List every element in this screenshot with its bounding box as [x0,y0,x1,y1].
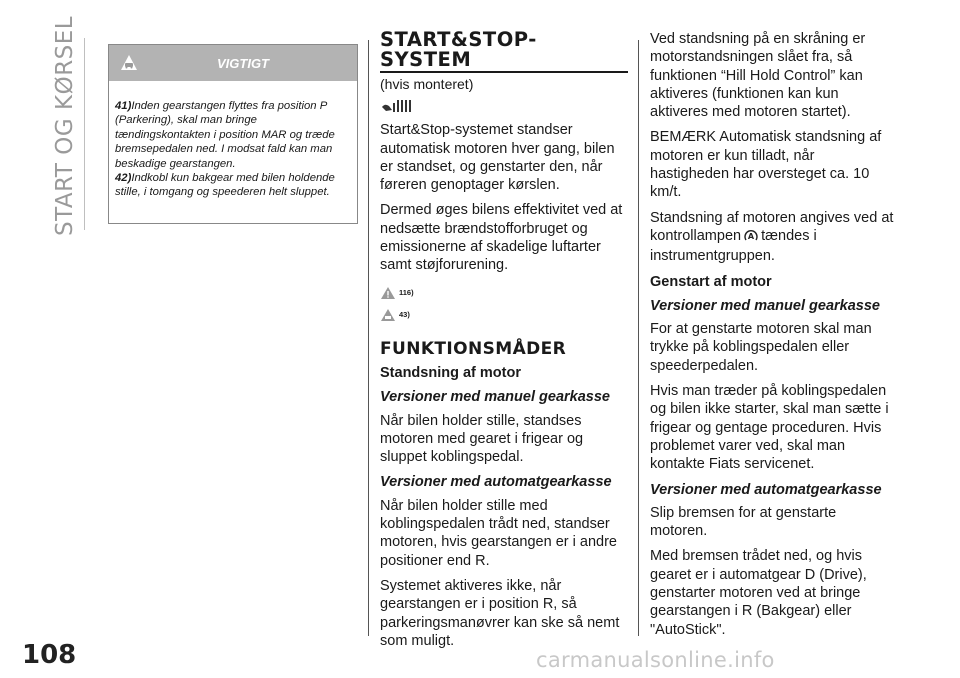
warning-box [108,44,358,224]
page-number: 108 [22,640,77,670]
section-heading: FUNKTIONSMÅDER [380,338,567,359]
svg-text:A: A [747,231,755,241]
paragraph: Når bilen holder stille, standses motoren med gearet i frigear og sluppet koblingspedal. [380,412,584,466]
section-title: START OG KØRSEL [52,15,78,236]
subheading: Versioner med automatgearkasse [380,474,612,491]
warning-reference: 43) [380,304,628,326]
subheading: Versioner med manuel gearkasse [380,389,610,406]
paragraph: Ved standsning på en skråning er motorstandsningen slået fra, så funktionen “Hill Hold Control” kan aktiveres (funktionen kan kun aktiveres med motoren startet). [650,31,866,121]
column-left [380,30,628,657]
car-warning-icon [380,308,396,322]
warning-title: VIGTIGT [217,56,269,71]
paragraph: For at genstarte motoren skal man trykke på koblingspedalen eller speederpedalen. [650,321,872,374]
sidebar-divider [84,38,85,230]
subheading: Genstart af motor [650,273,772,290]
page-title-line1: START&STOP- [380,28,537,51]
watermark: carmanualsonline.info [536,648,775,672]
subheading: Standsning af motor [380,364,521,381]
warning-note: 42)Indkobl kun bakgear med bilen holdende stille, i tomgang og speederen helt sluppet. [115,172,335,199]
subtitle: (hvis monteret) [380,76,474,92]
paragraph: Start&Stop-systemet standser automatisk motoren hver gang, bilen er standset, og genstarter den, når føreren genoptager kørslen. [380,122,615,194]
warning-header [109,45,357,81]
paragraph: BEMÆRK Automatisk standsning af motoren er kun tilladt, når hastigheden har oversteget ca. 10 km/t. [650,129,882,201]
paragraph: Når bilen holder stille med koblingspedalen trådt ned, standser motoren, hvis gearstangen er i andre positioner end R. [380,497,617,569]
warning-triangle-icon [380,286,396,300]
warning-reference: 116) [380,282,628,304]
paragraph: Slip bremsen for at genstarte motoren. [650,504,837,540]
warning-note: 41)Inden gearstangen flyttes fra position P (Parkering), skal man bringe tændingskontakten i position MAR og træde bremsepedalen ned. I modsat fald kan man beskadige gearstangen. [115,100,335,170]
column-divider [368,40,369,636]
page-title-line2: SYSTEM [380,48,472,71]
subheading: Versioner med automatgearkasse [650,481,882,498]
paragraph: Systemet aktiveres ikke, når gearstangen er i position R, så parkeringsmanøvrer kan ske så nemt som muligt. [380,577,620,649]
paragraph: Standsning af motoren angives ved at kontrollampen A tændes i instrumentgruppen. [650,209,894,265]
paragraph: Med bremsen trådet ned, og hvis gearet er i automatgear D (Drive), genstarter motoren ved at bringe gearstangen i R (Bakgear) eller "AutoStick". [650,548,867,638]
subheading: Versioner med manuel gearkasse [650,297,880,314]
optional-equipment-icon [380,97,628,121]
paragraph: Hvis man træder på koblingspedalen og bilen ikke starter, skal man sætte i frigear og gentage proceduren. Hvis problemet varer ved, skal man kontakte Fiats servicenet. [650,383,889,473]
title-underline [380,71,628,73]
column-right [650,30,896,646]
column-divider [638,40,639,636]
auto-stop-lamp-icon [743,228,759,247]
paragraph: Dermed øges bilens effektivitet ved at nedsætte brændstofforbruget og emissionerne af skadelige luftarter samt støjforurening. [380,202,623,274]
